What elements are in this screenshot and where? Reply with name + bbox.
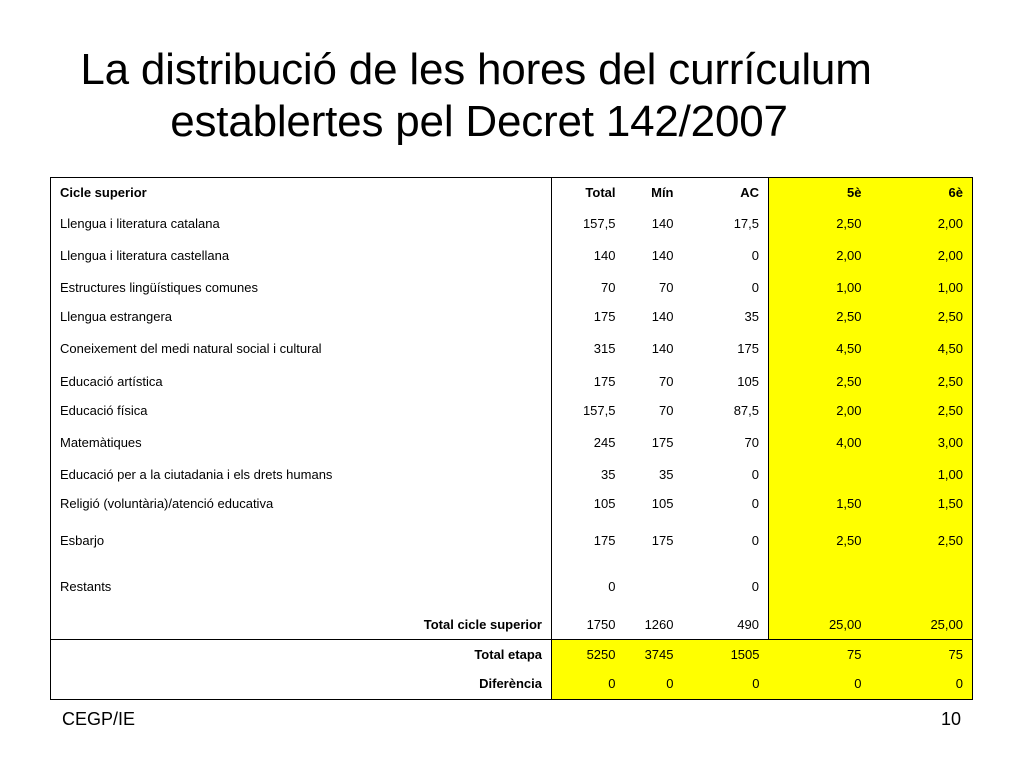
cell-subject: Estructures lingüístiques comunes	[51, 273, 552, 303]
total-cicle-row	[51, 611, 973, 640]
cell-ac: 0	[683, 519, 769, 564]
cell-min: 140	[651, 341, 674, 356]
cell-total: 245	[593, 435, 616, 450]
cell-ac: 17,5	[683, 209, 769, 239]
cell-min: 0	[625, 670, 683, 700]
table-row	[51, 239, 973, 273]
cell-subject: Educació física	[51, 397, 552, 426]
header-cicle-superior: Cicle superior	[51, 178, 552, 209]
curriculum-hours-table	[50, 177, 973, 700]
cell-min: 175	[651, 533, 674, 548]
cell-total: 5250	[552, 640, 625, 670]
cell-total: 0	[552, 670, 625, 700]
cell-subject: Coneixement del medi natural social i cultural	[51, 331, 552, 368]
cell-ac: 105	[683, 368, 769, 397]
cell-grade-6: 2,50	[871, 397, 973, 426]
cell-ac: 0	[683, 273, 769, 303]
table-row	[51, 397, 973, 426]
diferencia-row	[51, 670, 973, 700]
cell-grade-5: 1,50	[769, 489, 871, 519]
cell-ac: 490	[683, 611, 769, 640]
cell-grade-6: 2,00	[871, 209, 973, 239]
cell-total: 175	[593, 533, 616, 548]
cell-grade-5: 4,00	[769, 426, 871, 461]
cell-total: 140	[593, 247, 616, 263]
cell-subject: Llengua estrangera	[51, 303, 552, 331]
cell-grade-6: 25,00	[871, 611, 973, 640]
table-row	[51, 368, 973, 397]
total-etapa-row-label: Total etapa	[51, 640, 552, 670]
cell-grade-6: 75	[871, 640, 973, 670]
cell-min: 175	[651, 435, 674, 450]
cell-min: 1260	[644, 616, 674, 632]
cell-total: 35	[601, 466, 616, 482]
title-line-1: La distribució de les hores del currículum	[80, 45, 872, 94]
cell-min: 70	[659, 403, 674, 418]
table-body	[51, 178, 973, 700]
cell-subject: Educació per a la ciutadania i els drets humans	[51, 461, 552, 489]
cell-min	[625, 564, 683, 611]
cell-grade-6: 0	[871, 670, 973, 700]
cell-subject: Matemàtiques	[51, 426, 552, 461]
cell-grade-6: 2,00	[871, 239, 973, 273]
cell-min: 140	[651, 308, 674, 324]
total-etapa-row	[51, 640, 973, 670]
table-row	[51, 519, 973, 564]
cell-grade-5: 25,00	[769, 611, 871, 640]
cell-ac: 35	[683, 303, 769, 331]
cell-ac: 0	[683, 564, 769, 611]
cell-grade-5: 2,00	[769, 397, 871, 426]
cell-grade-5: 2,00	[769, 239, 871, 273]
cell-ac: 1505	[683, 640, 769, 670]
cell-grade-5	[769, 564, 871, 611]
cell-subject: Educació artística	[51, 368, 552, 397]
cell-grade-6: 3,00	[871, 426, 973, 461]
cell-total: 175	[593, 308, 616, 324]
cell-min: 140	[651, 247, 674, 263]
cell-grade-6: 1,50	[871, 489, 973, 519]
cell-ac: 87,5	[683, 397, 769, 426]
table-row	[51, 426, 973, 461]
table-row	[51, 461, 973, 489]
page-number: 10	[941, 709, 962, 729]
total-cicle-row-label: Total cicle superior	[51, 611, 552, 640]
cell-total: 315	[593, 341, 616, 356]
header-min: Mín	[651, 185, 674, 201]
diferencia-row-label: Diferència	[51, 670, 552, 700]
cell-total: 105	[593, 495, 616, 511]
cell-grade-5: 4,50	[769, 331, 871, 368]
cell-grade-5: 2,50	[769, 303, 871, 331]
cell-grade-6	[871, 564, 973, 611]
cell-ac: 0	[683, 489, 769, 519]
table-row	[51, 303, 973, 331]
cell-total: 175	[593, 374, 616, 389]
table-row	[51, 273, 973, 303]
cell-total: 157,5	[582, 215, 616, 231]
cell-grade-5	[769, 461, 871, 489]
cell-subject: Llengua i literatura catalana	[51, 209, 552, 239]
cell-grade-5: 0	[769, 670, 871, 700]
cell-grade-5: 1,00	[769, 273, 871, 303]
cell-ac: 0	[683, 239, 769, 273]
footer-label: CEGP/IE	[62, 709, 136, 729]
cell-grade-6: 2,50	[871, 368, 973, 397]
cell-min: 105	[651, 495, 674, 511]
header-total: Total	[585, 185, 616, 201]
cell-grade-6: 2,50	[871, 519, 973, 564]
cell-grade-5: 2,50	[769, 368, 871, 397]
header-5e: 5è	[769, 178, 871, 209]
table-row	[51, 209, 973, 239]
cell-grade-6: 1,00	[871, 461, 973, 489]
slide-title	[0, 44, 952, 148]
cell-grade-5: 75	[769, 640, 871, 670]
table-row	[51, 489, 973, 519]
cell-ac: 70	[683, 426, 769, 461]
cell-total: 157,5	[582, 403, 616, 418]
title-line-2: establertes pel Decret 142/2007	[170, 97, 788, 146]
cell-total: 0	[608, 579, 616, 594]
table-row	[51, 331, 973, 368]
cell-grade-6: 2,50	[871, 303, 973, 331]
cell-grade-6: 1,00	[871, 273, 973, 303]
cell-min: 140	[651, 215, 674, 231]
cell-min: 70	[659, 374, 674, 389]
cell-grade-5: 2,50	[769, 209, 871, 239]
cell-min: 70	[659, 279, 674, 295]
cell-ac: 0	[683, 670, 769, 700]
cell-total: 1750	[586, 616, 616, 632]
header-ac: AC	[683, 178, 769, 209]
header-row	[51, 178, 973, 209]
cell-subject: Llengua i literatura castellana	[51, 239, 552, 273]
cell-min: 3745	[625, 640, 683, 670]
cell-subject: Restants	[51, 564, 552, 611]
cell-subject: Religió (voluntària)/atenció educativa	[51, 489, 552, 519]
cell-ac: 0	[683, 461, 769, 489]
cell-grade-5: 2,50	[769, 519, 871, 564]
cell-min: 35	[659, 466, 674, 482]
cell-total: 70	[601, 279, 616, 295]
table-row	[51, 564, 973, 611]
header-6e: 6è	[871, 178, 973, 209]
cell-subject: Esbarjo	[51, 519, 552, 564]
cell-ac: 175	[683, 331, 769, 368]
cell-grade-6: 4,50	[871, 331, 973, 368]
